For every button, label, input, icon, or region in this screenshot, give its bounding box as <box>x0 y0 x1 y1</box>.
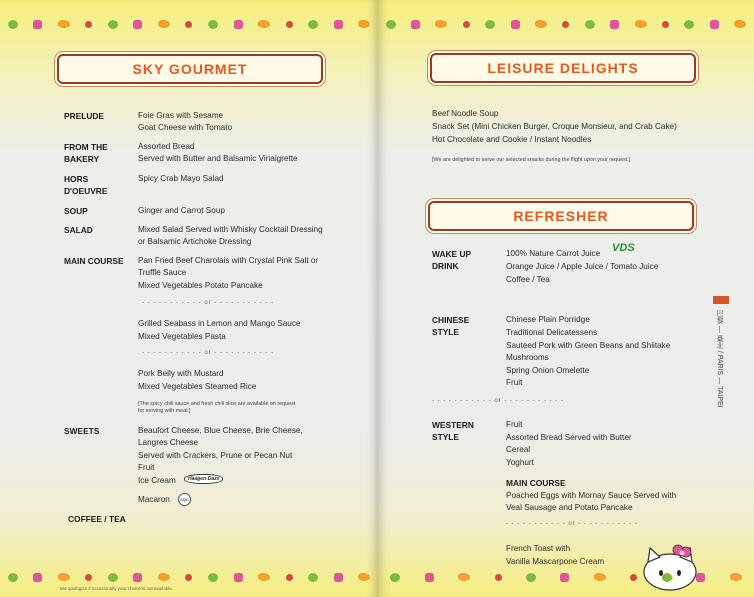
route-label: 巴黎 — 臺北 / PARIS — TAIPEI <box>716 310 723 408</box>
menu-line: Mixed Salad Served with Whisky Cocktail Dressing <box>138 225 323 234</box>
menu-line: Ice Cream <box>138 476 176 485</box>
menu-line: Coffee / Tea <box>506 275 550 284</box>
heading-chinese-style: CHINESE STYLE <box>432 315 470 337</box>
menu-line: Ginger and Carrot Soup <box>138 206 225 215</box>
menu-line: Truffle Sauce <box>138 268 187 277</box>
menu-line: French Toast with <box>506 544 571 553</box>
banner-title: LEISURE DELIGHTS <box>487 60 639 76</box>
menu-line: Assorted Bread Served with Butter <box>506 433 632 442</box>
vds-logo: VDS <box>612 242 635 254</box>
or-separator: - - - - - - - - - - - or - - - - - - - - - - - <box>432 398 564 404</box>
macaron-brand-logo: SQC <box>178 493 191 506</box>
menu-line: Yoghurt <box>506 458 534 467</box>
haagen-dazs-logo: Häagen-Dazs <box>184 474 223 484</box>
menu-line: Sauteed Pork with Green Beans and Shiitake <box>506 341 671 350</box>
sky-gourmet-banner <box>57 54 323 84</box>
menu-line: Cereal <box>506 445 531 454</box>
or-separator: - - - - - - - - - - - or - - - - - - - - - - - <box>142 350 274 356</box>
menu-line: Mixed Vegetables Pasta <box>138 332 226 341</box>
bottom-decoration-right <box>378 567 754 587</box>
menu-line: Served with Butter and Balsamic Vinaigrette <box>138 154 298 163</box>
menu-line: Poached Eggs with Mornay Sauce Served with <box>506 491 677 500</box>
leisure-delights-banner <box>430 53 696 83</box>
menu-line: Snack Set (Mini Chicken Burger, Croque Monsieur, and Crab Cake) <box>432 122 677 131</box>
heading-prelude: PRELUDE <box>64 111 105 121</box>
heading-coffee-tea: COFFEE / TEA <box>68 514 126 524</box>
menu-line: Chinese Plain Porridge <box>506 315 590 324</box>
menu-line: Veal Sausage and Potato Pancake <box>506 503 633 512</box>
heading-western-main-course: MAIN COURSE <box>506 478 566 488</box>
heading-soup: SOUP <box>64 206 88 216</box>
menu-line: Beef Noodle Soup <box>432 109 499 118</box>
menu-line: Mixed Vegetables Potato Pancake <box>138 281 263 290</box>
heading-main-course: MAIN COURSE <box>64 256 124 266</box>
menu-line: Traditional Delicatessens <box>506 328 598 337</box>
menu-line: Pork Belly with Mustard <box>138 369 224 378</box>
menu-line: Foie Gras with Sesame <box>138 111 224 120</box>
banner-title: REFRESHER <box>513 208 609 224</box>
menu-line: or Balsamic Artichoke Dressing <box>138 237 252 246</box>
menu-line: Orange Juice / Apple Juice / Tomato Juice <box>506 262 659 271</box>
menu-line: Assorted Bread <box>138 142 195 151</box>
menu-line: Hot Chocolate and Cookie / Instant Noodles <box>432 135 592 144</box>
menu-line: Spicy Crab Mayo Salad <box>138 174 224 183</box>
heading-sweets: SWEETS <box>64 426 100 436</box>
or-separator: - - - - - - - - - - - or - - - - - - - - - - - <box>506 521 638 527</box>
menu-line: Mushrooms <box>506 353 549 362</box>
top-decoration <box>378 14 754 34</box>
menu-line: Macaron <box>138 495 170 504</box>
menu-line: Spring Onion Omelette <box>506 366 590 375</box>
menu-line: Langres Cheese <box>138 438 199 447</box>
menu-line: Pan Fried Beef Charolais with Crystal Pink Salt or <box>138 256 319 265</box>
menu-line: 100% Nature Carrot Juice <box>506 249 601 258</box>
apology-note: We apologize if occasionally your choice is not available. <box>60 586 173 591</box>
menu-line: Fruit <box>138 463 155 472</box>
menu-line: Mixed Vegetables Steamed Rice <box>138 382 257 391</box>
menu-line: Goat Cheese with Tomato <box>138 123 233 132</box>
menu-line: Served with Crackers, Prune or Pecan Nut <box>138 451 293 460</box>
or-separator: - - - - - - - - - - - or - - - - - - - - - - - <box>142 300 274 306</box>
chili-note: [The spicy chili sauce and fresh chili slice are available on request <box>138 401 296 407</box>
heading-bakery: FROM THE BAKERY <box>64 142 108 164</box>
menu-line: Vanilla Mascarpone Cream <box>506 557 605 566</box>
heading-wake-up-drink: WAKE UP DRINK <box>432 249 472 271</box>
menu-line: Fruit <box>506 420 523 429</box>
heading-hors-doeuvre: HORS D'OEUVRE <box>64 174 108 196</box>
menu-line: Grilled Seabass in Lemon and Mango Sauce <box>138 319 301 328</box>
chili-note: for serving with meal.] <box>138 408 191 414</box>
bottom-decoration <box>0 567 378 587</box>
heading-western-style: WESTERN STYLE <box>432 420 474 442</box>
page-tab <box>713 296 729 304</box>
refresher-banner <box>428 201 694 231</box>
leisure-note: [We are delighted to serve our selected snacks during the flight upon your request.] <box>432 157 631 163</box>
menu-line: Beaufort Cheese, Blue Cheese, Brie Cheese, <box>138 426 303 435</box>
heading-salad: SALAD <box>64 225 93 235</box>
banner-title: SKY GOURMET <box>132 61 248 77</box>
menu-line: Fruit <box>506 378 523 387</box>
top-decoration <box>0 14 378 34</box>
